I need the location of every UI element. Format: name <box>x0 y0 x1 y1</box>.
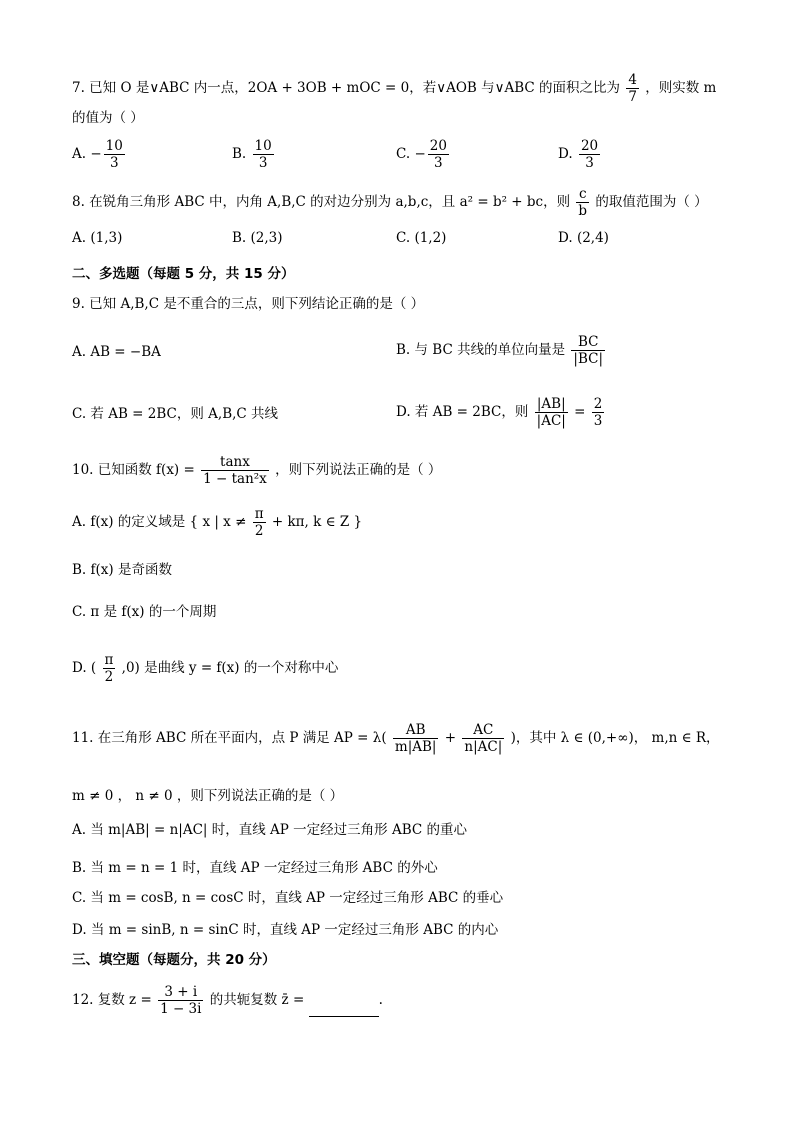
section-multiple-choice-title: 二、多选题（每题 5 分，共 15 分） <box>72 266 295 282</box>
section-fill-blank-title: 三、填空题（每题分，共 20 分） <box>72 952 276 968</box>
q8-option-b: B. (2,3) <box>232 230 283 246</box>
q7-ratio-fraction <box>626 72 639 105</box>
q8-option-d: D. (2,4) <box>558 230 609 246</box>
q8-stem: 8. 在锐角三角形 ABC 中，内角 A,B,C 的对边分别为 a,b,c，且 a² = b² + bc，则 <box>72 194 571 210</box>
q10-option-b: B. f(x) 是奇函数 <box>72 562 172 578</box>
q12-answer-blank[interactable] <box>309 1002 379 1017</box>
q7-option-c: C. − $\frac{20}{3}$ <box>396 138 447 171</box>
q9-option-b: B. 与 BC 共线的单位向量是 $\frac{BC}{|BC|}$ <box>396 334 603 367</box>
q12-stem: 12. 复数 z = $\frac{3 + i}{1 - 3i}$ 的共轭复数 z̄ = . <box>72 984 383 1017</box>
q11-stem: 11. 在三角形 ABC 所在平面内，点 P 满足 AP = λ( $\frac{AB}{m|AB|}$ + $\frac{AC}{n|AC|}$ )，其中 λ ∈ (0,+∞)， m,n ∈ R， <box>72 722 720 755</box>
q7-stem-tail: ，则实数 m <box>645 80 717 96</box>
q8-stem-line: 8. 在锐角三角形 ABC 中，内角 A,B,C 的对边分别为 a,b,c，且 a² = b² + bc，则 $\frac{c}{b}$ 的取值范围为（ ） <box>72 186 708 219</box>
q7-stem-line1 <box>72 72 716 105</box>
q10-option-c: C. π 是 f(x) 的一个周期 <box>72 604 217 620</box>
q7-option-b: B. $\frac{10}{3}$ <box>232 138 272 171</box>
q7-option-a: A. − $\frac{10}{3}$ <box>72 138 123 171</box>
q9-option-c: C. 若 AB = 2BC，则 A,B,C 共线 <box>72 406 279 422</box>
q7-ratio-den: 7 <box>628 89 637 105</box>
q11-stem-line2: m ≠ 0 ， n ≠ 0 ，则下列说法正确的是（ ） <box>72 788 344 804</box>
q7-stem: 7. 已知 O 是∨ABC 内一点，2OA + 3OB + mOC = 0，若∨AOB 与∨ABC 的面积之比为 <box>72 80 621 96</box>
q8-option-a: A. (1,3) <box>72 230 123 246</box>
q7-stem-line2: 的值为（ ） <box>72 110 144 126</box>
q9-option-a: A. AB = −BA <box>72 344 161 360</box>
q10-option-a: A. f(x) 的定义域是 { x | x ≠ $\frac{\pi}{2}$ + kπ, k ∈ Z } <box>72 506 363 539</box>
q10-option-d: D. ( $\frac{\pi}{2}$ ,0) 是曲线 y = f(x) 的一个对称中心 <box>72 652 339 685</box>
q7-option-d: D. $\frac{20}{3}$ <box>558 138 599 171</box>
q9-stem: 9. 已知 A,B,C 是不重合的三点，则下列结论正确的是（ ） <box>72 296 425 312</box>
q10-stem: 10. 已知函数 f(x) = $\frac{\tan x}{\text{1 − tan²x}}$ ，则下列说法正确的是（ ） <box>72 454 442 487</box>
q8-option-c: C. (1,2) <box>396 230 447 246</box>
q7-ratio-num: 4 <box>628 72 637 88</box>
q11-option-b: B. 当 m = n = 1 时，直线 AP 一定经过三角形 ABC 的外心 <box>72 860 438 876</box>
q11-option-d: D. 当 m = sinB, n = sinC 时，直线 AP 一定经过三角形 ABC 的内心 <box>72 922 499 938</box>
q11-option-a: A. 当 m|AB| = n|AC| 时，直线 AP 一定经过三角形 ABC 的重心 <box>72 822 467 838</box>
q9-option-d: D. 若 AB = 2BC，则 $\frac{|AB|}{|AC|}$ = $\frac{2}{3}$ <box>396 396 603 429</box>
q11-option-c: C. 当 m = cosB, n = cosC 时，直线 AP 一定经过三角形 ABC 的垂心 <box>72 890 504 906</box>
